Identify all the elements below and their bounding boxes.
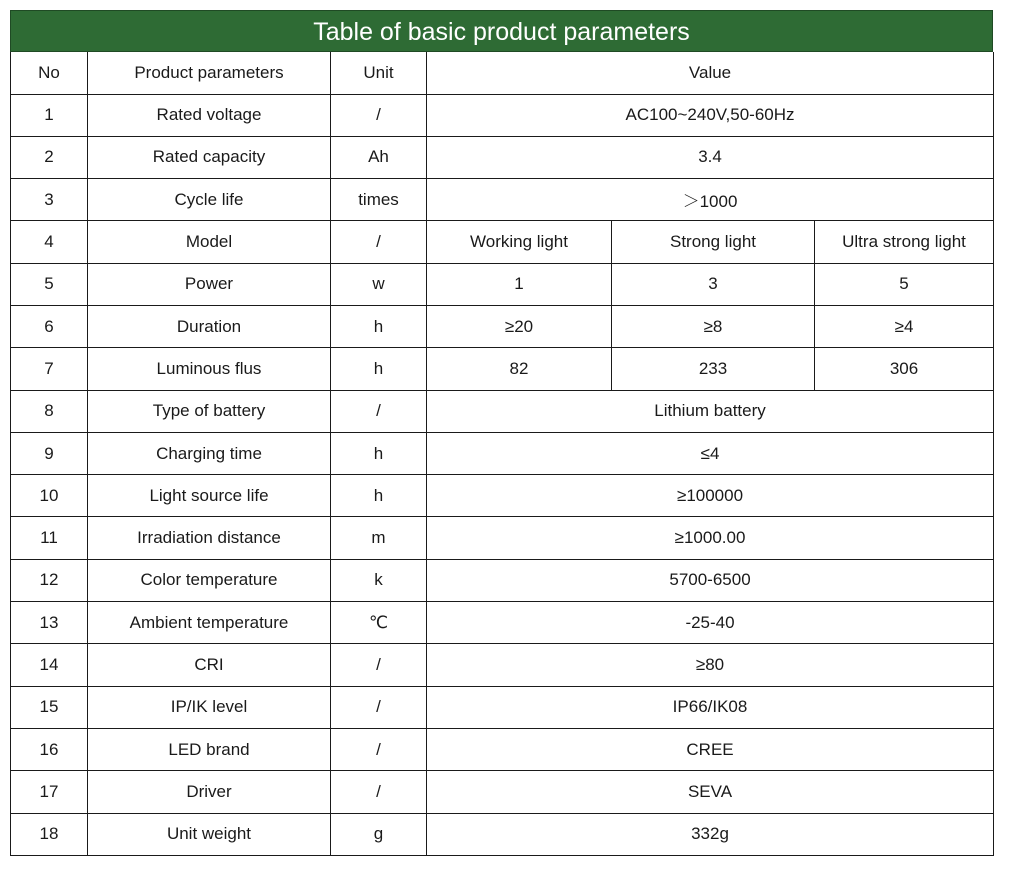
table-row — [11, 517, 994, 559]
row-unit: / — [331, 221, 427, 263]
table-row — [11, 136, 994, 178]
row-no: 7 — [11, 348, 88, 390]
header-unit: Unit — [331, 52, 427, 94]
row-unit: / — [331, 94, 427, 136]
row-value: Lithium battery — [427, 390, 994, 432]
table-row — [11, 221, 994, 263]
row-param: Ambient temperature — [88, 602, 331, 644]
row-value: 3.4 — [427, 136, 994, 178]
row-value-strong: 233 — [612, 348, 815, 390]
row-value-working: ≥20 — [427, 305, 612, 347]
row-unit: h — [331, 432, 427, 474]
row-value-ultra: 306 — [815, 348, 994, 390]
table-row — [11, 602, 994, 644]
row-param: Unit weight — [88, 813, 331, 855]
row-value: -25-40 — [427, 602, 994, 644]
row-unit: Ah — [331, 136, 427, 178]
row-value: SEVA — [427, 771, 994, 813]
header-no: No — [11, 52, 88, 94]
row-unit: w — [331, 263, 427, 305]
table-row — [11, 475, 994, 517]
row-unit: k — [331, 559, 427, 601]
row-value-working: 1 — [427, 263, 612, 305]
row-value: ＞1000 — [427, 179, 994, 221]
row-unit: h — [331, 305, 427, 347]
row-param: Light source life — [88, 475, 331, 517]
row-value: 5700-6500 — [427, 559, 994, 601]
table-row — [11, 644, 994, 686]
row-no: 6 — [11, 305, 88, 347]
row-no: 12 — [11, 559, 88, 601]
row-unit: g — [331, 813, 427, 855]
row-unit: ℃ — [331, 602, 427, 644]
header-param: Product parameters — [88, 52, 331, 94]
table-row — [11, 94, 994, 136]
row-param: Color temperature — [88, 559, 331, 601]
row-value: ≥1000.00 — [427, 517, 994, 559]
row-value-working: Working light — [427, 221, 612, 263]
row-no: 8 — [11, 390, 88, 432]
row-param: IP/IK level — [88, 686, 331, 728]
row-no: 17 — [11, 771, 88, 813]
row-no: 15 — [11, 686, 88, 728]
row-param: LED brand — [88, 728, 331, 770]
table-row — [11, 559, 994, 601]
parameters-table — [10, 52, 994, 856]
row-no: 11 — [11, 517, 88, 559]
table-row — [11, 686, 994, 728]
row-value: ≥100000 — [427, 475, 994, 517]
row-unit: / — [331, 771, 427, 813]
table-row — [11, 390, 994, 432]
row-value-ultra: 5 — [815, 263, 994, 305]
row-no: 10 — [11, 475, 88, 517]
row-param: Power — [88, 263, 331, 305]
table-row — [11, 432, 994, 474]
row-value: AC100~240V,50-60Hz — [427, 94, 994, 136]
table-row — [11, 348, 994, 390]
row-value: ≤4 — [427, 432, 994, 474]
row-unit: h — [331, 475, 427, 517]
row-value: 332g — [427, 813, 994, 855]
row-value-ultra: Ultra strong light — [815, 221, 994, 263]
row-no: 5 — [11, 263, 88, 305]
row-unit: / — [331, 644, 427, 686]
table-row — [11, 263, 994, 305]
row-value-strong: ≥8 — [612, 305, 815, 347]
row-no: 9 — [11, 432, 88, 474]
row-param: CRI — [88, 644, 331, 686]
row-value: ≥80 — [427, 644, 994, 686]
row-no: 13 — [11, 602, 88, 644]
row-no: 3 — [11, 179, 88, 221]
row-unit: / — [331, 728, 427, 770]
table-row — [11, 179, 994, 221]
row-value: CREE — [427, 728, 994, 770]
row-unit: m — [331, 517, 427, 559]
row-param: Model — [88, 221, 331, 263]
row-no: 4 — [11, 221, 88, 263]
row-param: Duration — [88, 305, 331, 347]
row-value-ultra: ≥4 — [815, 305, 994, 347]
table-row — [11, 771, 994, 813]
row-param: Rated capacity — [88, 136, 331, 178]
row-param: Luminous flus — [88, 348, 331, 390]
row-no: 16 — [11, 728, 88, 770]
row-param: Driver — [88, 771, 331, 813]
row-no: 1 — [11, 94, 88, 136]
row-unit: times — [331, 179, 427, 221]
table-row — [11, 305, 994, 347]
row-value: IP66/IK08 — [427, 686, 994, 728]
header-row — [11, 52, 994, 94]
parameters-sheet — [10, 10, 993, 856]
row-unit: / — [331, 390, 427, 432]
row-value-working: 82 — [427, 348, 612, 390]
row-param: Charging time — [88, 432, 331, 474]
row-value-strong: Strong light — [612, 221, 815, 263]
row-param: Rated voltage — [88, 94, 331, 136]
row-param: Cycle life — [88, 179, 331, 221]
row-value-strong: 3 — [612, 263, 815, 305]
table-title: Table of basic product parameters — [10, 10, 993, 52]
row-no: 14 — [11, 644, 88, 686]
row-param: Irradiation distance — [88, 517, 331, 559]
header-value: Value — [427, 52, 994, 94]
row-no: 18 — [11, 813, 88, 855]
row-unit: h — [331, 348, 427, 390]
row-unit: / — [331, 686, 427, 728]
table-row — [11, 813, 994, 855]
row-no: 2 — [11, 136, 88, 178]
table-row — [11, 728, 994, 770]
row-param: Type of battery — [88, 390, 331, 432]
